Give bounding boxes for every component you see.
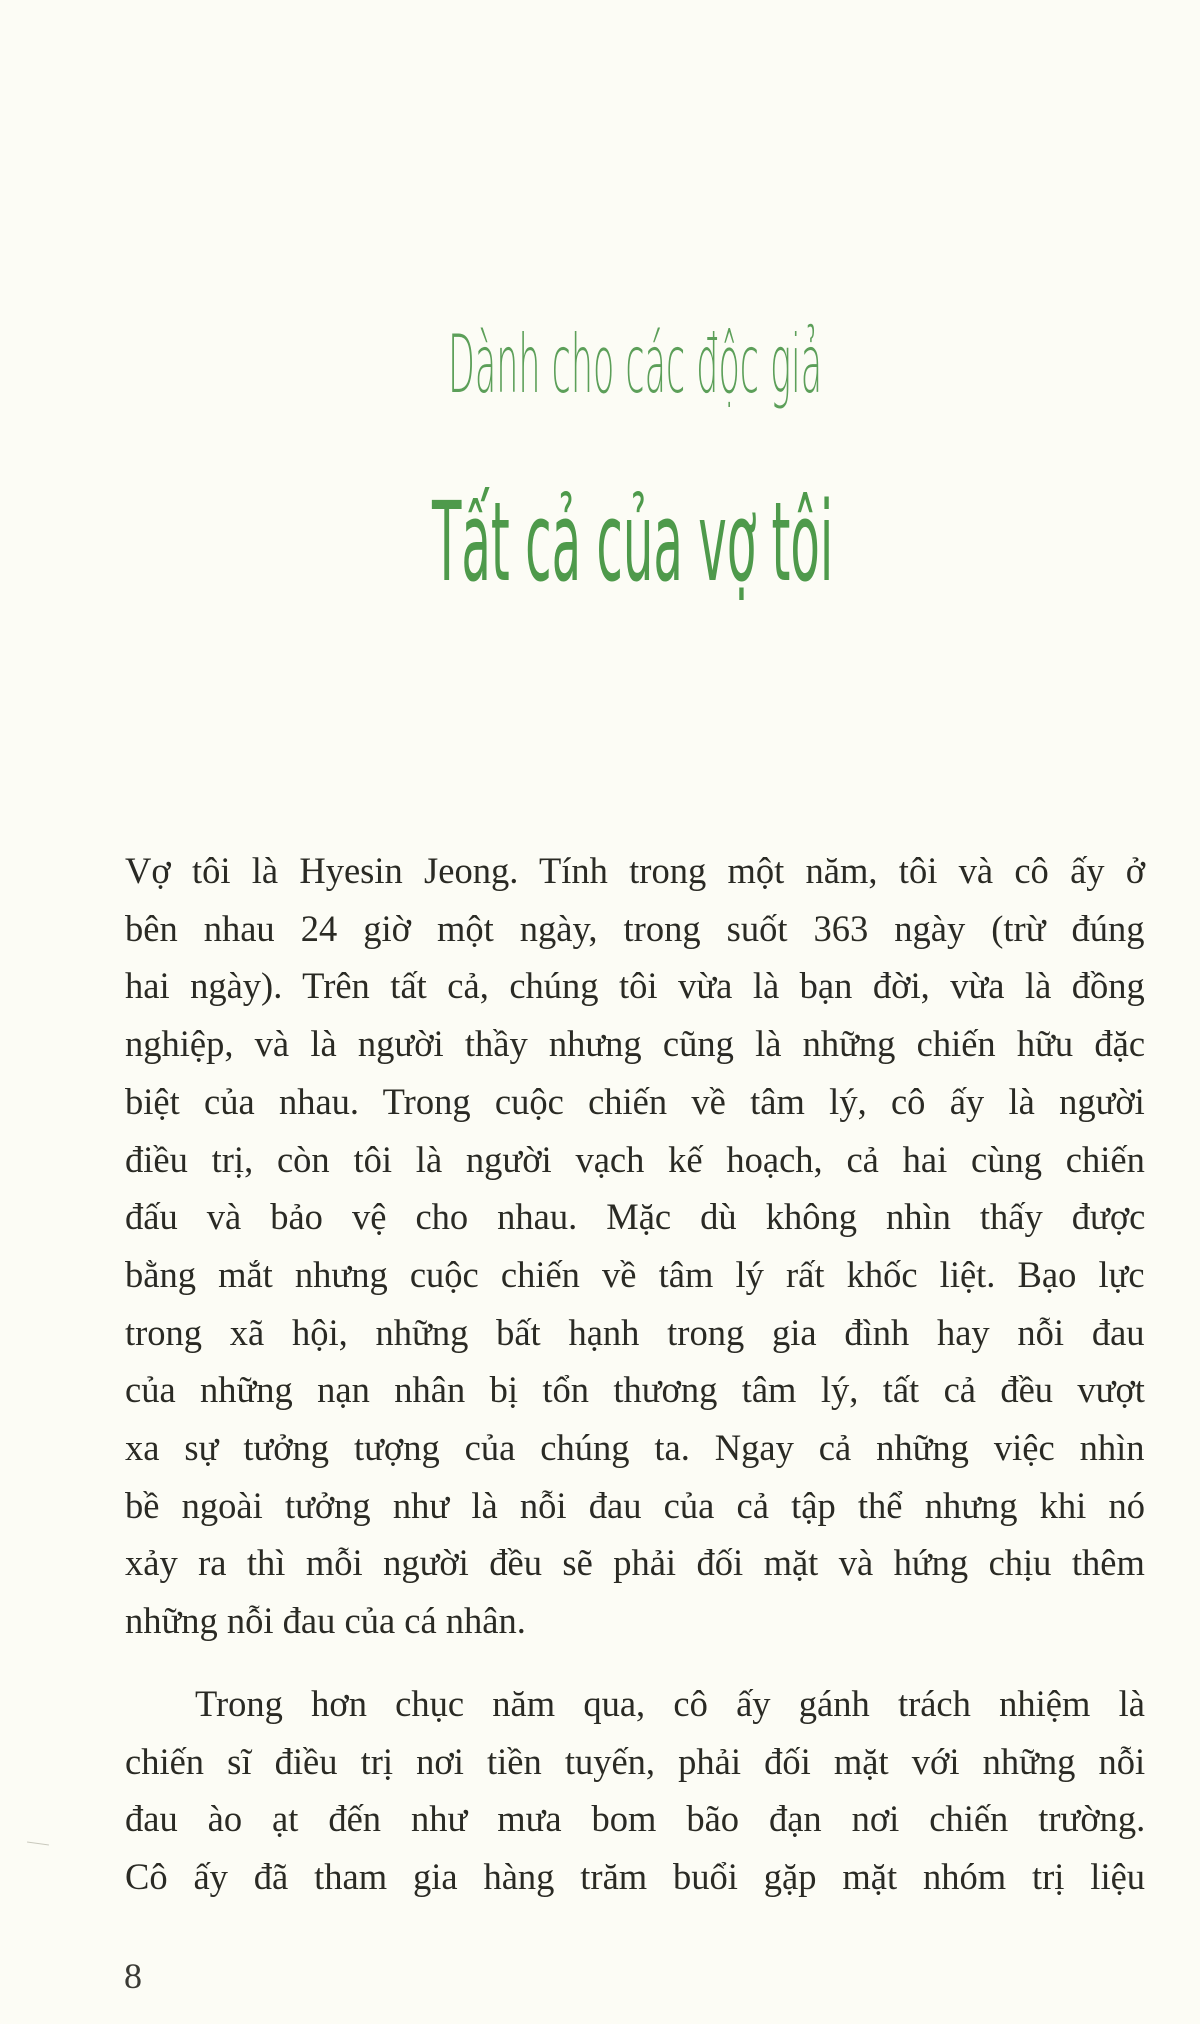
text-line: điều trị, còn tôi là người vạch kế hoạch, cả hai cùng chiến [125, 1138, 1145, 1180]
text-line: bề ngoài tưởng như là nỗi đau của cả tập thể nhưng khi nó [125, 1484, 1146, 1526]
text-line: xảy ra thì mỗi người đều sẽ phải đối mặt và hứng chịu thêm [125, 1542, 1145, 1584]
text-line: chiến sĩ điều trị nơi tiền tuyến, phải đối mặt với những nỗi [125, 1740, 1146, 1782]
chapter-title: Tất cả của vợ tôi [432, 478, 834, 606]
scan-artifact [27, 1841, 49, 1845]
text-line: đau ào ạt đến như mưa bom bão đạn nơi chiến trường. [125, 1798, 1146, 1840]
text-line: hai ngày). Trên tất cả, chúng tôi vừa là bạn đời, vừa là đồng [125, 965, 1145, 1007]
page-number: 8 [124, 1956, 142, 1996]
dedication-subtitle: Dành cho các độc giả [448, 318, 823, 411]
text-line: bằng mắt nhưng cuộc chiến về tâm lý rất khốc liệt. Bạo lực [125, 1253, 1145, 1295]
text-line: Cô ấy đã tham gia hàng trăm buổi gặp mặt nhóm trị liệu [125, 1856, 1146, 1898]
text-line: những nỗi đau của cá nhân. [125, 1600, 526, 1642]
text-line: Vợ tôi là Hyesin Jeong. Tính trong một năm, tôi và cô ấy ở [125, 850, 1146, 891]
text-line: trong xã hội, những bất hạnh trong gia đình hay nỗi đau [125, 1311, 1145, 1353]
text-line: Trong hơn chục năm qua, cô ấy gánh trách nhiệm là [195, 1683, 1145, 1724]
text-line: xa sự tưởng tượng của chúng ta. Ngay cả những việc nhìn [125, 1427, 1145, 1468]
text-line: nghiệp, và là người thầy nhưng cũng là những chiến hữu đặc [125, 1023, 1146, 1065]
text-line: đấu và bảo vệ cho nhau. Mặc dù không nhìn thấy được [125, 1196, 1146, 1238]
text-line: bên nhau 24 giờ một ngày, trong suốt 363 ngày (trừ đúng [125, 907, 1145, 949]
text-line: của những nạn nhân bị tổn thương tâm lý, tất cả đều vượt [125, 1369, 1145, 1411]
text-line: biệt của nhau. Trong cuộc chiến về tâm lý, cô ấy là người [125, 1080, 1145, 1122]
